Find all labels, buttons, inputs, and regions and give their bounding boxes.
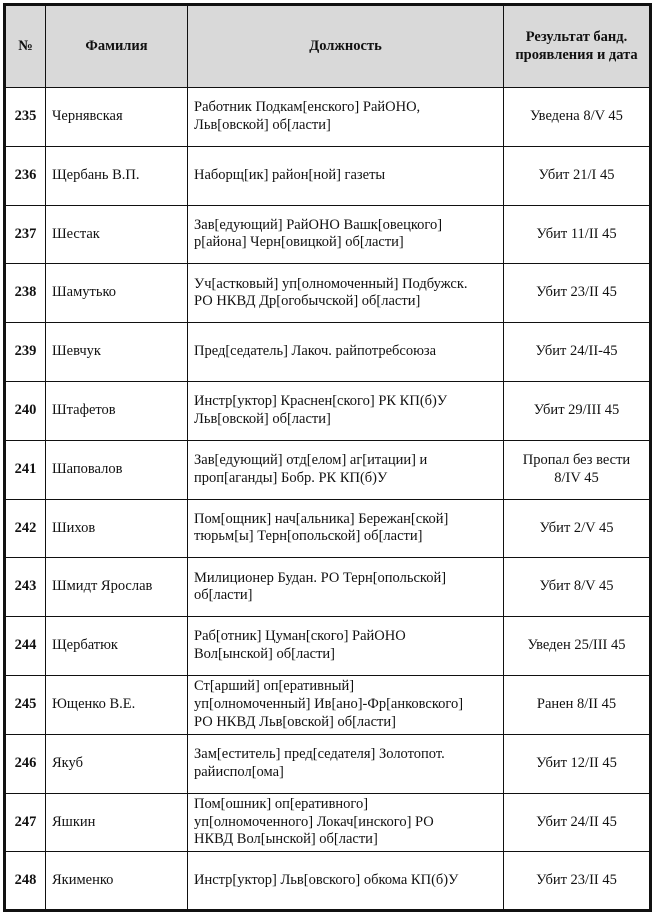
result-line: Пропал без вести [522, 451, 631, 468]
table-row [5, 734, 651, 793]
position-line: Раб[отник] Цуман[ского] РайОНО [194, 628, 406, 645]
row-result [504, 88, 651, 147]
header-result-line2: проявления и дата [515, 46, 638, 63]
row-number: 240 [5, 381, 46, 440]
table-row [5, 558, 651, 617]
row-result [504, 440, 651, 499]
row-number: 244 [5, 617, 46, 676]
position-line: Наборщ[ик] район[ной] газеты [194, 166, 386, 183]
table-row [5, 88, 651, 147]
row-position [188, 264, 504, 323]
table-row [5, 205, 651, 264]
row-number: 242 [5, 499, 46, 558]
position-line: НКВД Вол[ынской] об[ласти] [194, 831, 378, 848]
position-line: Пред[седатель] Лакоч. райпотребсоюза [194, 343, 437, 360]
row-position [188, 852, 504, 911]
row-surname: Щербань В.П. [46, 146, 188, 205]
table-header-row [5, 5, 651, 88]
row-result [504, 146, 651, 205]
row-position [188, 146, 504, 205]
position-line: Инстр[уктор] Краснен[ского] РК КП(б)У [194, 393, 448, 410]
table-row [5, 617, 651, 676]
row-surname: Ющенко В.Е. [46, 675, 188, 734]
position-line: уп[олномоченного] Локач[инского] РО [194, 813, 434, 830]
row-number: 246 [5, 734, 46, 793]
result-line: Уведен 25/III 45 [527, 637, 626, 654]
row-surname: Щербатюк [46, 617, 188, 676]
row-surname: Шестак [46, 205, 188, 264]
position-line: тюрьм[ы] Терн[опольской] об[ласти] [194, 528, 423, 545]
row-surname: Якименко [46, 852, 188, 911]
position-line: Зав[едующий] РайОНО Вашк[овецкого] [194, 216, 443, 233]
row-result [504, 793, 651, 852]
header-position: Должность [188, 5, 504, 88]
row-position [188, 88, 504, 147]
position-line: Пом[ощник] нач[альника] Бережан[ской] [194, 510, 449, 527]
row-surname: Якуб [46, 734, 188, 793]
result-line: Ранен 8/II 45 [536, 696, 617, 713]
row-surname: Яшкин [46, 793, 188, 852]
row-result [504, 675, 651, 734]
row-result [504, 264, 651, 323]
position-line: Работник Подкам[енского] РайОНО, [194, 99, 421, 116]
position-line: Ст[арший] оп[еративный] [194, 678, 355, 695]
row-position [188, 675, 504, 734]
position-line: РО НКВД Льв[овской] об[ласти] [194, 713, 396, 730]
row-result [504, 558, 651, 617]
row-number: 247 [5, 793, 46, 852]
position-line: Милиционер Будан. РО Терн[опольской] [194, 569, 447, 586]
result-line: Убит 29/III 45 [533, 402, 620, 419]
result-line: Убит 23/II 45 [536, 871, 617, 888]
row-position [188, 205, 504, 264]
row-number: 241 [5, 440, 46, 499]
header-result-line1: Результат банд. [525, 28, 628, 45]
row-result [504, 323, 651, 382]
row-number: 237 [5, 205, 46, 264]
position-line: уп[олномоченный] Ив[ано]-Фр[анковского] [194, 696, 464, 713]
row-position [188, 558, 504, 617]
row-position [188, 381, 504, 440]
row-surname: Штафетов [46, 381, 188, 440]
result-line: Убит 12/II 45 [536, 754, 617, 771]
row-surname: Шмидт Ярослав [46, 558, 188, 617]
position-line: райиспол[ома] [194, 763, 284, 780]
row-surname: Шамутько [46, 264, 188, 323]
row-surname: Шихов [46, 499, 188, 558]
row-result [504, 205, 651, 264]
row-result [504, 852, 651, 911]
table-row [5, 146, 651, 205]
table-row [5, 852, 651, 911]
row-position [188, 617, 504, 676]
row-number: 239 [5, 323, 46, 382]
row-position [188, 734, 504, 793]
row-number: 236 [5, 146, 46, 205]
position-line: об[ласти] [194, 587, 253, 604]
result-line: Убит 2/V 45 [539, 519, 614, 536]
row-position [188, 323, 504, 382]
position-line: Зав[едующий] отд[елом] аг[итации] и [194, 451, 428, 468]
row-number: 248 [5, 852, 46, 911]
position-line: Льв[овской] об[ласти] [194, 410, 331, 427]
result-line: Убит 24/II 45 [536, 813, 617, 830]
row-number: 245 [5, 675, 46, 734]
position-line: Инстр[уктор] Льв[овского] обкома КП(б)У [194, 871, 459, 888]
position-line: Льв[овской] об[ласти] [194, 116, 331, 133]
result-line: Убит 24/II-45 [535, 343, 618, 360]
result-line: Уведена 8/V 45 [530, 108, 623, 125]
result-line: 8/IV 45 [554, 469, 599, 486]
row-number: 243 [5, 558, 46, 617]
casualty-table [3, 3, 652, 912]
result-line: Убит 11/II 45 [536, 225, 617, 242]
row-surname: Шаповалов [46, 440, 188, 499]
result-line: Убит 23/II 45 [536, 284, 617, 301]
position-line: проп[аганды] Бобр. РК КП(б)У [194, 469, 388, 486]
row-result [504, 617, 651, 676]
table-row [5, 323, 651, 382]
table-row [5, 264, 651, 323]
position-line: РО НКВД Др[огобычской] об[ласти] [194, 293, 421, 310]
position-line: Зам[еститель] пред[седателя] Золотопот. [194, 745, 445, 762]
row-result [504, 499, 651, 558]
header-surname: Фамилия [46, 5, 188, 88]
row-number: 235 [5, 88, 46, 147]
row-number: 238 [5, 264, 46, 323]
row-surname: Шевчук [46, 323, 188, 382]
row-position [188, 499, 504, 558]
result-line: Убит 21/I 45 [538, 166, 615, 183]
position-line: Уч[астковый] уп[олномоченный] Подбужск. [194, 275, 468, 292]
row-position [188, 440, 504, 499]
row-position [188, 793, 504, 852]
table-row [5, 675, 651, 734]
table-row [5, 793, 651, 852]
position-line: Пом[ошник] оп[еративного] [194, 795, 369, 812]
table-row [5, 440, 651, 499]
header-result [504, 5, 651, 88]
table-row [5, 499, 651, 558]
table-row [5, 381, 651, 440]
position-line: Вол[ынской] об[ласти] [194, 646, 335, 663]
position-line: р[айона] Черн[овицкой] об[ласти] [194, 234, 404, 251]
row-result [504, 381, 651, 440]
row-result [504, 734, 651, 793]
result-line: Убит 8/V 45 [539, 578, 614, 595]
row-surname: Чернявская [46, 88, 188, 147]
header-number: № [5, 5, 46, 88]
